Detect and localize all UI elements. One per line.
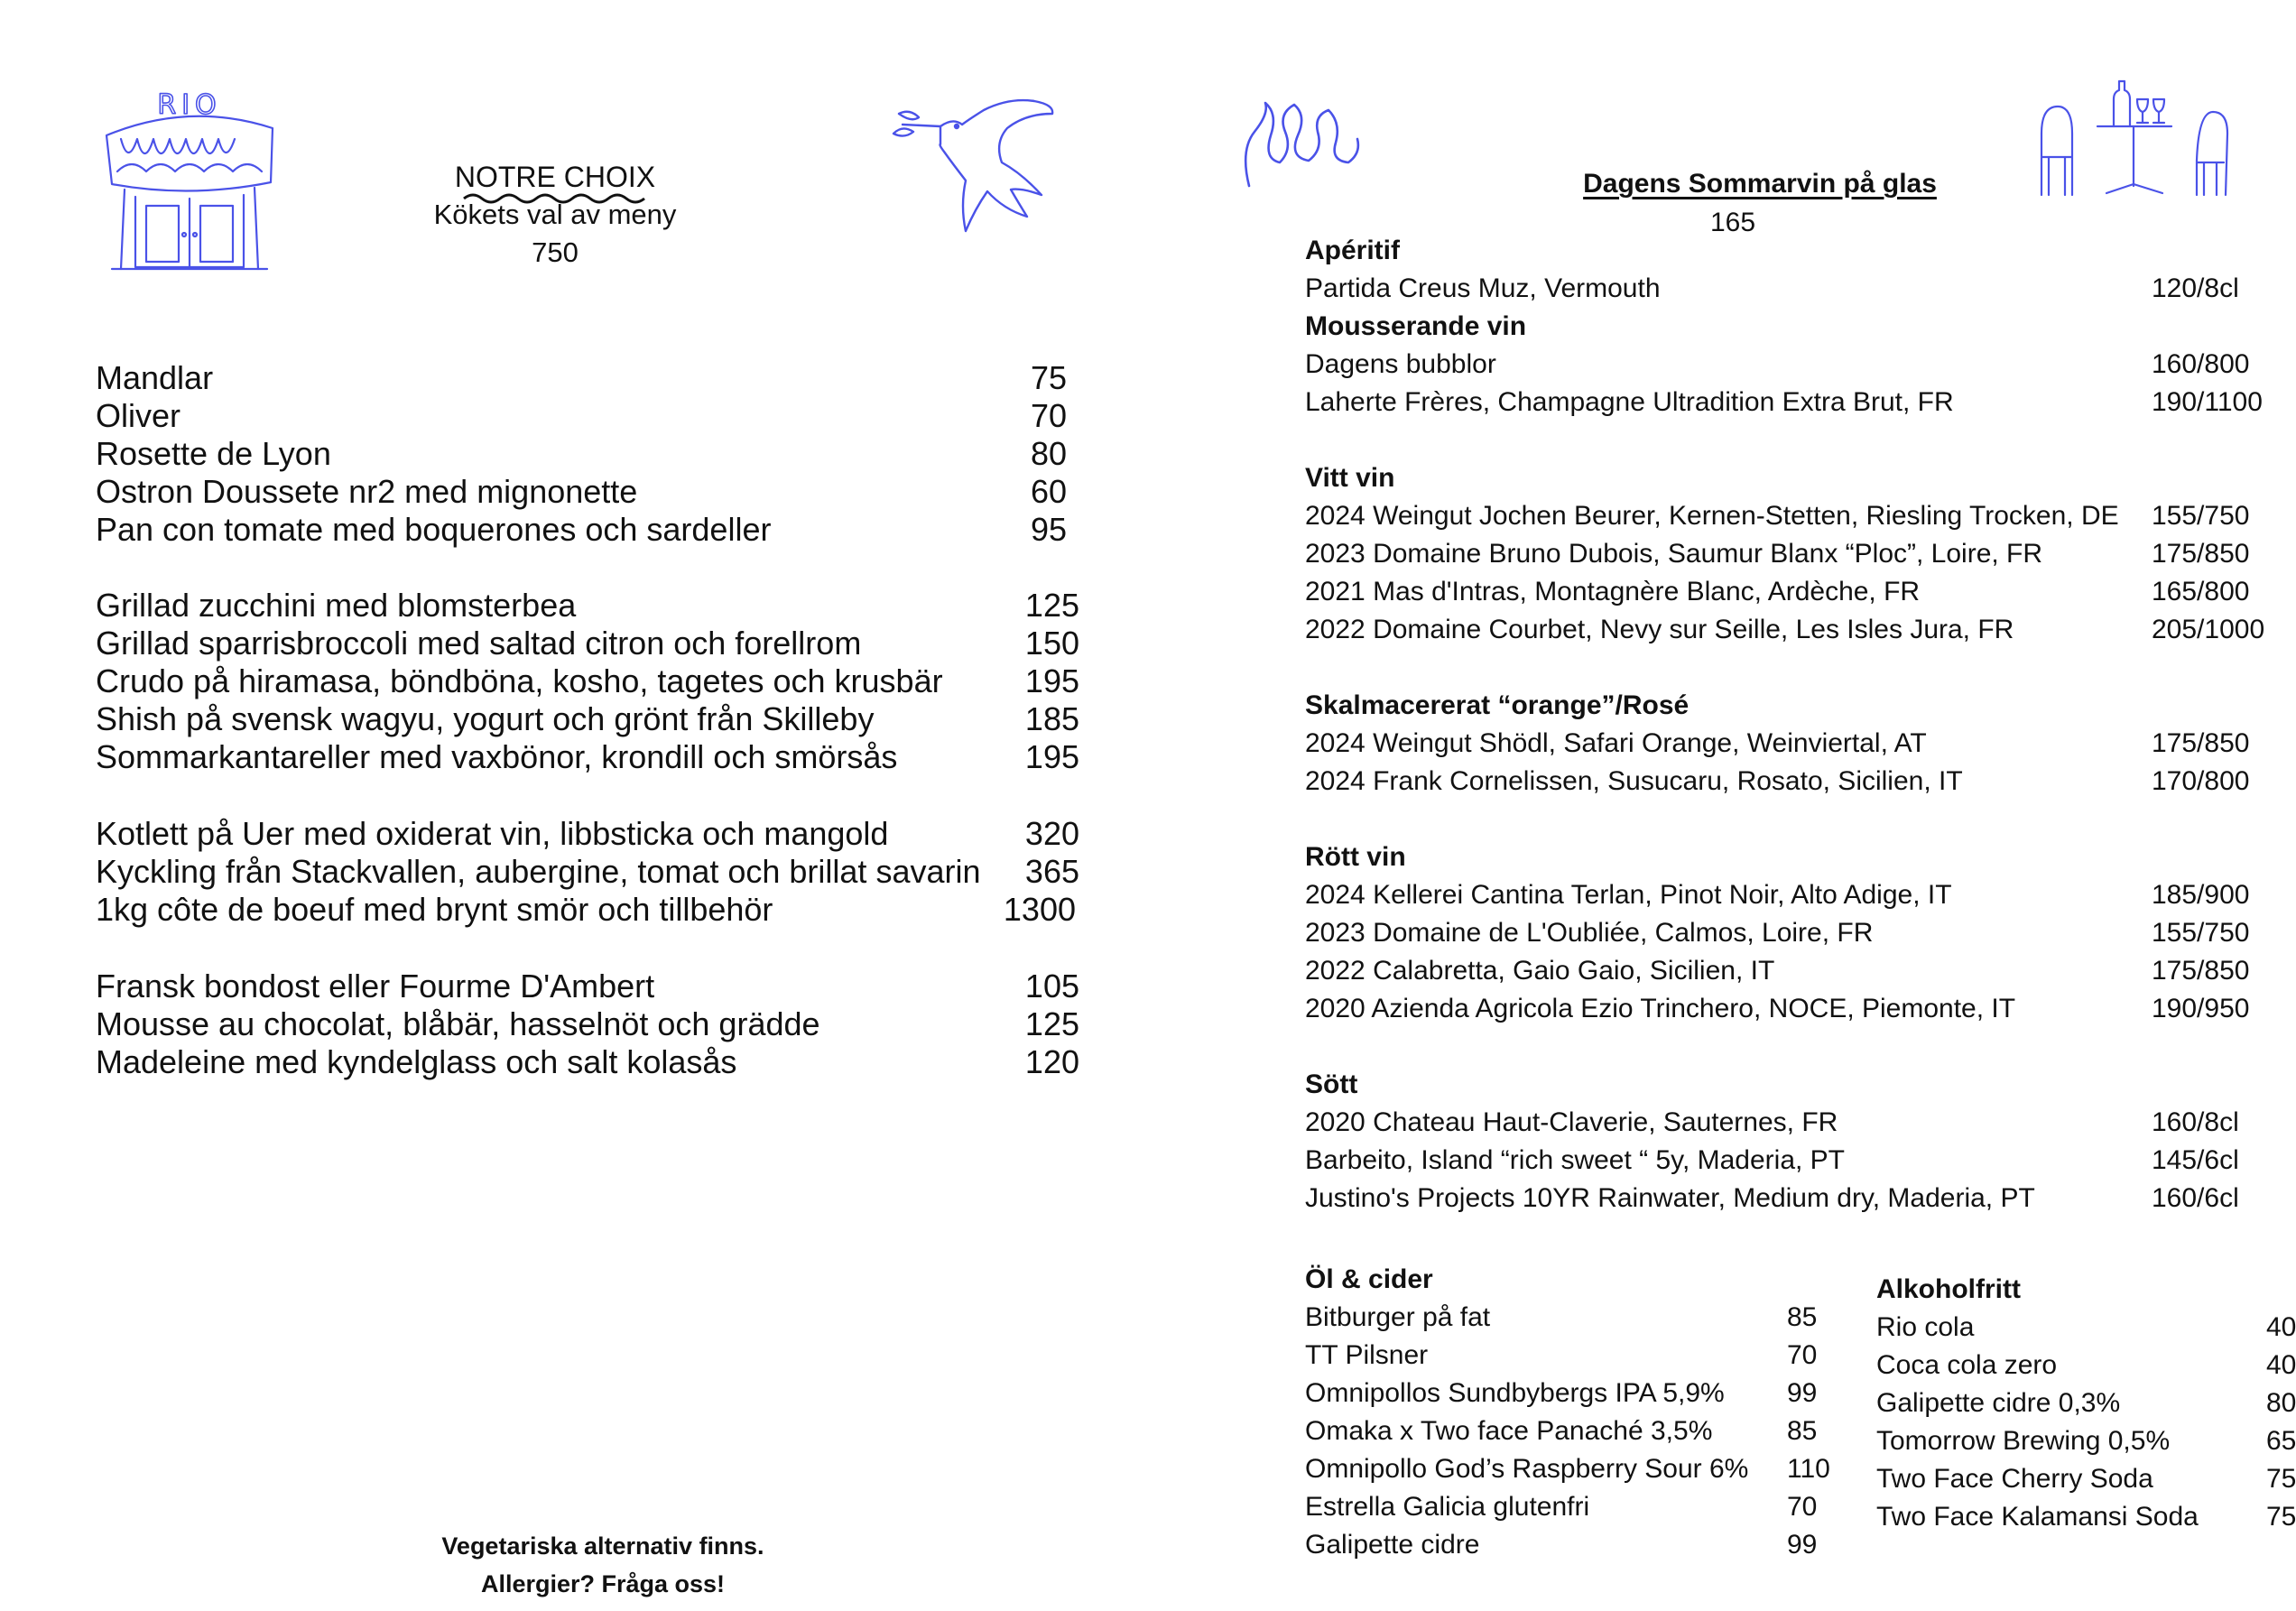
menu-item: [96, 853, 1079, 891]
item-name: 2024 Kellerei Cantina Terlan, Pinot Noir, Alto Adige, IT: [1305, 880, 1952, 910]
section-heading-mousserande: Mousserande vin: [1305, 311, 1527, 341]
item-name: Galipette cidre: [1305, 1530, 1480, 1560]
item-price: 80: [2266, 1388, 2296, 1418]
food-group-desserts: [96, 968, 1079, 1081]
item-price: 120/8cl: [2152, 273, 2239, 303]
item-name: Shish på svensk wagyu, yogurt och grönt från Skilleby: [96, 700, 875, 737]
footer-allergies: Allergier? Fråga oss!: [480, 1570, 726, 1597]
item-price: 99: [1787, 1378, 1818, 1408]
item-price: 105: [1024, 968, 1079, 1005]
item-name: Ostron Doussete nr2 med mignonette: [96, 473, 638, 510]
alcohol-free-list: [1876, 1271, 2296, 1536]
menu-item: [96, 435, 1079, 473]
item-name: Fransk bondost eller Fourme D'Ambert: [96, 968, 655, 1005]
cafe-table-illustration: [2036, 79, 2236, 197]
drink-item: [1876, 1347, 2296, 1384]
item-price: 60: [1030, 473, 1067, 510]
item-name: 2024 Frank Cornelissen, Susucaru, Rosato, Sicilien, IT: [1305, 766, 1963, 796]
item-price: 155/750: [2152, 918, 2250, 948]
menu-item: [96, 738, 1079, 776]
wine-item: [1305, 573, 2280, 611]
item-price: 185/900: [2152, 880, 2250, 910]
item-name: Bitburger på fat: [1305, 1302, 1491, 1332]
item-price: 120: [1024, 1043, 1079, 1080]
notre-choix-title: NOTRE CHOIX: [454, 161, 656, 193]
food-group-snacks: [96, 359, 1079, 549]
menu-item: [96, 359, 1079, 397]
drink-item: [1305, 1337, 1828, 1375]
menu-item: [96, 700, 1079, 738]
item-name: 2022 Calabretta, Gaio Gaio, Sicilien, IT: [1305, 956, 1775, 986]
dove-illustration: [892, 96, 1058, 249]
notre-choix-block: [388, 159, 722, 271]
menu-item: [96, 968, 1079, 1005]
food-group-starters: [96, 587, 1079, 776]
item-name: Partida Creus Muz, Vermouth: [1305, 273, 1661, 303]
item-name: Oliver: [96, 397, 181, 434]
sommarvin-title: Dagens Sommarvin på glas: [1583, 169, 1937, 199]
menu-item: [96, 1005, 1079, 1043]
item-price: 110: [1787, 1454, 1830, 1484]
item-name: 2020 Chateau Haut-Claverie, Sauternes, FR: [1305, 1107, 1838, 1137]
item-price: 80: [1030, 435, 1067, 472]
item-name: Kyckling från Stackvallen, aubergine, tomat och brillat savarin: [96, 853, 981, 890]
drink-item: [1305, 1488, 1828, 1526]
item-name: Two Face Kalamansi Soda: [1876, 1502, 2199, 1532]
item-name: 2021 Mas d'Intras, Montagnère Blanc, Ardèche, FR: [1305, 577, 1921, 606]
drink-item: [1305, 1526, 1828, 1564]
sommarvin-price: 165: [1709, 208, 1756, 237]
item-name: Sommarkantareller med vaxbönor, krondill och smörsås: [96, 738, 898, 775]
wine-item: [1305, 497, 2280, 535]
item-name: 2024 Weingut Shödl, Safari Orange, Weinviertal, AT: [1305, 728, 1927, 758]
wine-item: [1305, 346, 2280, 384]
drink-item: [1305, 1412, 1828, 1450]
item-price: 190/1100: [2152, 387, 2263, 417]
item-price: 70: [1030, 397, 1067, 434]
item-price: 160/8cl: [2152, 1107, 2239, 1137]
section-heading-rott-vin: Rött vin: [1305, 842, 1406, 872]
wine-item: [1305, 990, 2280, 1028]
menu-item: [96, 1043, 1079, 1081]
item-name: Barbeito, Island “rich sweet “ 5y, Maderia, PT: [1305, 1145, 1846, 1175]
wine-item: [1305, 270, 2280, 308]
squiggle-illustration: [1242, 96, 1368, 191]
menu-item: [96, 662, 1079, 700]
item-name: Two Face Cherry Soda: [1876, 1464, 2153, 1494]
item-price: 70: [1787, 1492, 1818, 1522]
item-name: Grillad zucchini med blomsterbea: [96, 587, 577, 624]
item-price: 175/850: [2152, 956, 2250, 986]
wine-item: [1305, 876, 2280, 914]
menu-item: [96, 891, 1079, 929]
item-name: Kotlett på Uer med oxiderat vin, libbsticka och mangold: [96, 815, 889, 852]
wine-item: [1305, 1104, 2280, 1142]
notre-choix-subtitle: Kökets val av meny: [433, 199, 677, 230]
item-name: 2023 Domaine de L'Oubliée, Calmos, Loire, FR: [1305, 918, 1874, 948]
item-name: Grillad sparrisbroccoli med saltad citron och forellrom: [96, 625, 862, 662]
item-name: 2020 Azienda Agricola Ezio Trinchero, NOCE, Piemonte, IT: [1305, 994, 2016, 1023]
item-name: 2023 Domaine Bruno Dubois, Saumur Blanx “Ploc”, Loire, FR: [1305, 539, 2043, 569]
section-heading-sott: Sött: [1305, 1069, 1358, 1099]
item-price: 190/950: [2152, 994, 2250, 1023]
item-price: 145/6cl: [2152, 1145, 2239, 1175]
item-price: 65: [2266, 1426, 2296, 1456]
item-price: 170/800: [2152, 766, 2250, 796]
menu-item: [96, 625, 1079, 662]
beer-cider-list: [1305, 1261, 1828, 1564]
item-price: 185: [1024, 700, 1079, 737]
item-price: 40: [2266, 1350, 2296, 1380]
section-heading-aperitif: Apéritif: [1305, 236, 1400, 265]
item-name: Tomorrow Brewing 0,5%: [1876, 1426, 2171, 1456]
item-name: TT Pilsner: [1305, 1340, 1429, 1370]
item-price: 1300: [1003, 891, 1076, 928]
item-name: Crudo på hiramasa, böndböna, kosho, tagetes och krusbär: [96, 662, 943, 699]
drink-item: [1305, 1450, 1828, 1488]
item-name: 2024 Weingut Jochen Beurer, Kernen-Stetten, Riesling Trocken, DE: [1305, 501, 2119, 531]
item-price: 75: [1030, 359, 1067, 396]
drink-item: [1876, 1498, 2296, 1536]
item-name: Laherte Frères, Champagne Ultradition Extra Brut, FR: [1305, 387, 1954, 417]
item-name: 1kg côte de boeuf med brynt smör och tillbehör: [96, 891, 773, 928]
wine-item: [1305, 952, 2280, 990]
item-name: Justino's Projects 10YR Rainwater, Medium dry, Maderia, PT: [1305, 1183, 2035, 1213]
item-name: Estrella Galicia glutenfri: [1305, 1492, 1590, 1522]
item-price: 160/6cl: [2152, 1183, 2239, 1213]
item-price: 365: [1024, 853, 1079, 890]
item-name: Coca cola zero: [1876, 1350, 2058, 1380]
item-price: 125: [1024, 1005, 1079, 1042]
menu-item: [96, 397, 1079, 435]
item-price: 75: [2266, 1464, 2296, 1494]
drink-item: [1876, 1309, 2296, 1347]
wine-item: [1305, 763, 2280, 801]
item-name: Omaka x Two face Panaché 3,5%: [1305, 1416, 1713, 1446]
item-name: Omnipollo God’s Raspberry Sour 6%: [1305, 1454, 1749, 1484]
building-sign-text: RIO: [157, 89, 222, 121]
item-price: 155/750: [2152, 501, 2250, 531]
footer-note: [361, 1527, 845, 1603]
drink-item: [1876, 1422, 2296, 1460]
item-price: 85: [1787, 1302, 1818, 1332]
item-price: 175/850: [2152, 539, 2250, 569]
item-price: 165/800: [2152, 577, 2250, 606]
item-name: 2022 Domaine Courbet, Nevy sur Seille, Les Isles Jura, FR: [1305, 615, 2014, 644]
item-name: Pan con tomate med boquerones och sardeller: [96, 511, 772, 548]
menu-item: [96, 587, 1079, 625]
drink-item: [1305, 1375, 1828, 1412]
wine-item: [1305, 611, 2280, 649]
drink-item: [1876, 1460, 2296, 1498]
wine-item: [1305, 725, 2280, 763]
item-price: 95: [1030, 511, 1067, 548]
menu-item: [96, 815, 1079, 853]
section-heading-ol-cider: Öl & cider: [1305, 1264, 1433, 1294]
item-name: Rio cola: [1876, 1312, 1975, 1342]
menu-item: [96, 473, 1079, 511]
item-price: 75: [2266, 1502, 2296, 1532]
wine-item: [1305, 914, 2280, 952]
item-name: Mandlar: [96, 359, 214, 396]
food-group-mains: [96, 815, 1079, 929]
wine-item: [1305, 535, 2280, 573]
item-name: Galipette cidre 0,3%: [1876, 1388, 2121, 1418]
menu-item: [96, 511, 1079, 549]
wine-item: [1305, 1180, 2280, 1218]
drink-item: [1876, 1384, 2296, 1422]
item-price: 195: [1024, 662, 1079, 699]
item-price: 175/850: [2152, 728, 2250, 758]
section-heading-orange-rose: Skalmacererat “orange”/Rosé: [1305, 690, 1690, 720]
wine-list: [1305, 232, 2280, 1218]
item-name: Madeleine med kyndelglass och salt kolasås: [96, 1043, 737, 1080]
item-name: Mousse au chocolat, blåbär, hasselnöt och grädde: [96, 1005, 820, 1042]
drink-item: [1305, 1299, 1828, 1337]
item-name: Dagens bubblor: [1305, 349, 1496, 379]
item-price: 40: [2266, 1312, 2296, 1342]
item-price: 85: [1787, 1416, 1818, 1446]
item-price: 160/800: [2152, 349, 2250, 379]
item-price: 125: [1024, 587, 1079, 624]
item-price: 195: [1024, 738, 1079, 775]
item-price: 205/1000: [2152, 615, 2265, 644]
item-price: 150: [1024, 625, 1079, 662]
item-name: Omnipollos Sundbybergs IPA 5,9%: [1305, 1378, 1725, 1408]
section-heading-alkoholfritt: Alkoholfritt: [1876, 1274, 2021, 1304]
footer-vegetarian: Vegetariska alternativ finns.: [441, 1532, 764, 1560]
item-price: 99: [1787, 1530, 1818, 1560]
wine-item: [1305, 1142, 2280, 1180]
item-price: 320: [1024, 815, 1079, 852]
section-heading-vitt-vin: Vitt vin: [1305, 463, 1395, 493]
wine-item: [1305, 384, 2280, 421]
item-name: Rosette de Lyon: [96, 435, 331, 472]
notre-choix-price: 750: [532, 236, 579, 268]
restaurant-building-illustration: [99, 83, 280, 273]
item-price: 70: [1787, 1340, 1818, 1370]
